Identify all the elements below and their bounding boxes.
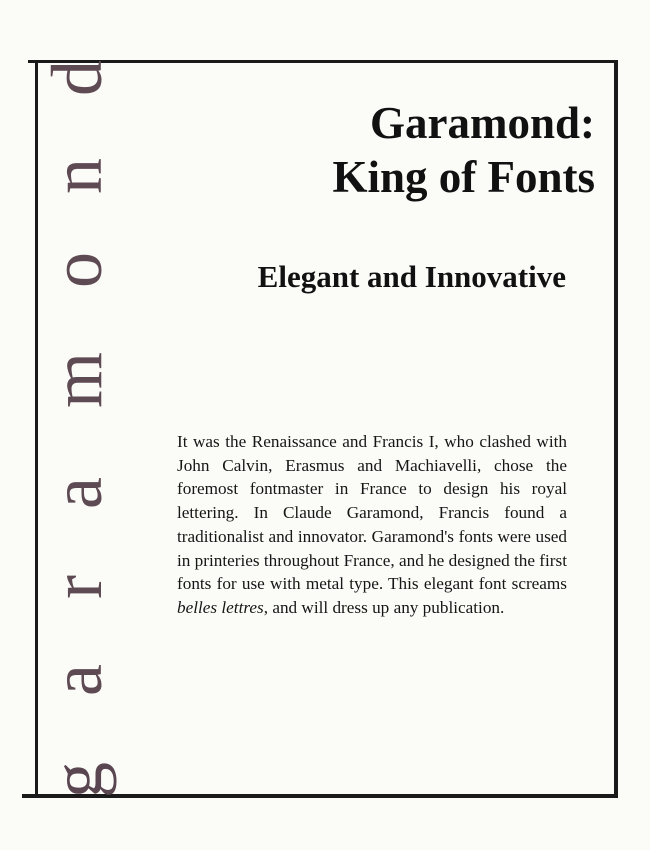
side-letter-a2: a	[37, 477, 117, 509]
frame-right-border	[614, 60, 618, 798]
side-letter-o: o	[37, 252, 117, 288]
title-line-1: Garamond:	[370, 98, 595, 148]
title-line-2: King of Fonts	[332, 152, 595, 202]
frame-bottom-border	[22, 794, 618, 798]
body-paragraph	[177, 430, 567, 620]
side-letter-g: g	[37, 762, 117, 798]
side-letter-d: d	[37, 60, 117, 96]
page-title	[155, 96, 595, 204]
side-letter-m: m	[37, 352, 117, 409]
vertical-garamond-word	[22, 40, 132, 810]
side-letter-a1: a	[37, 664, 117, 696]
body-text-main: It was the Renaissance and Francis I, who clashed with John Calvin, Erasmus and Machiavelli, chose the foremost fontmaster in France to design his royal lettering. In Claude Garamond, Francis found a traditionalist and innovator. Garamond's fonts were used in printeries throughout France, and he designed the first fonts for use with metal type. This elegant font screams	[177, 432, 567, 594]
side-letter-n: n	[37, 158, 117, 194]
frame-left-border	[35, 60, 38, 798]
page-subtitle: Elegant and Innovative	[257, 259, 566, 294]
side-letter-r: r	[37, 575, 117, 599]
body-text-end: , and will dress up any publication.	[263, 597, 505, 617]
frame-top-border	[44, 60, 618, 63]
body-italic-phrase: belles lettres	[177, 597, 264, 617]
